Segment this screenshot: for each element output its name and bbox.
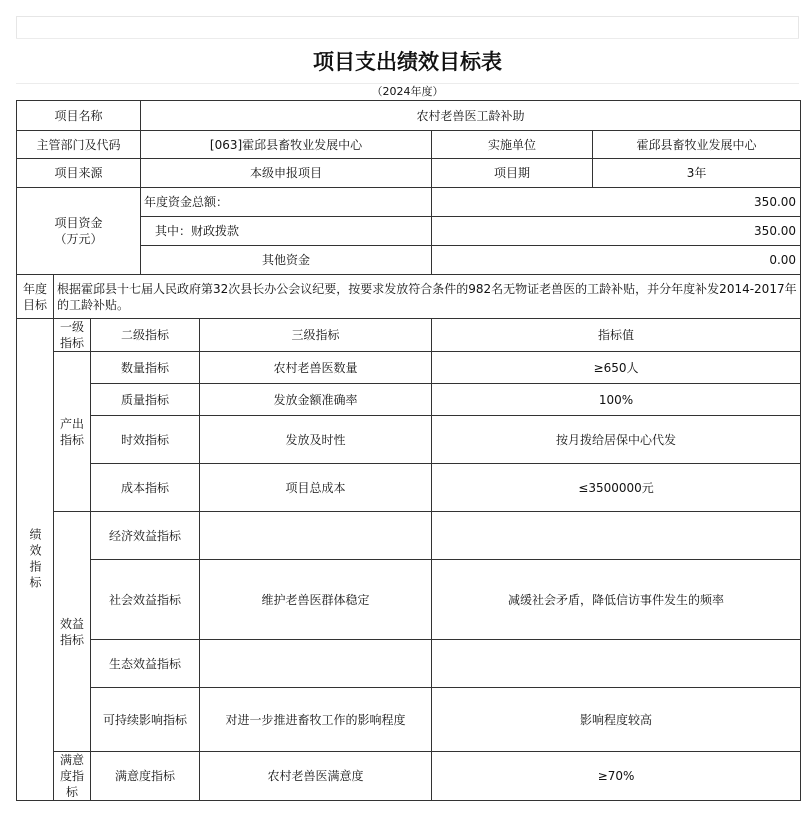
value-cell: ≥70%	[432, 752, 801, 801]
group-benefit: 效益指标	[54, 512, 91, 752]
source-value: 本级申报项目	[141, 159, 432, 188]
project-name: 农村老兽医工龄补助	[141, 101, 801, 131]
page-title: 项目支出绩效目标表	[16, 38, 799, 84]
unit-value: 霍邱县畜牧业发展中心	[593, 131, 801, 159]
value-cell: 按月拨给居保中心代发	[432, 416, 801, 464]
level3-cell: 维护老兽医群体稳定	[200, 560, 432, 640]
header-level2: 二级指标	[91, 319, 200, 352]
blank-header-row	[16, 16, 799, 39]
dept-label: 主管部门及代码	[17, 131, 141, 159]
value-cell: ≥650人	[432, 352, 801, 384]
value-cell: ≤3500000元	[432, 464, 801, 512]
level2-cell: 质量指标	[91, 384, 200, 416]
period-label: 项目期	[432, 159, 593, 188]
value-cell: 影响程度较高	[432, 688, 801, 752]
period-value: 3年	[593, 159, 801, 188]
project-name-label: 项目名称	[17, 101, 141, 131]
level2-cell: 成本指标	[91, 464, 200, 512]
level3-cell: 对进一步推进畜牧工作的影响程度	[200, 688, 432, 752]
level2-cell: 经济效益指标	[91, 512, 200, 560]
level2-cell: 数量指标	[91, 352, 200, 384]
level3-cell	[200, 640, 432, 688]
annual-goal-label: 年度目标	[17, 275, 54, 319]
level3-cell: 农村老兽医满意度	[200, 752, 432, 801]
level3-cell: 发放及时性	[200, 416, 432, 464]
group-satisfaction: 满意度指标	[54, 752, 91, 801]
funds-fiscal-label: 其中：财政拨款	[141, 217, 432, 246]
level3-cell: 农村老兽医数量	[200, 352, 432, 384]
unit-label: 实施单位	[432, 131, 593, 159]
funds-other-label: 其他资金	[141, 246, 432, 275]
level2-cell: 可持续影响指标	[91, 688, 200, 752]
indicators-label: 绩效指标	[17, 319, 54, 801]
funds-label: 项目资金 （万元）	[17, 188, 141, 275]
funds-total-label: 年度资金总额：	[141, 188, 432, 217]
level3-cell	[200, 512, 432, 560]
value-cell	[432, 512, 801, 560]
value-cell: 减缓社会矛盾，降低信访事件发生的频率	[432, 560, 801, 640]
value-cell	[432, 640, 801, 688]
level2-cell: 生态效益指标	[91, 640, 200, 688]
dept-value: [063]霍邱县畜牧业发展中心	[141, 131, 432, 159]
funds-other-value: 0.00	[432, 246, 801, 275]
group-output: 产出指标	[54, 352, 91, 512]
performance-target-table	[16, 100, 801, 801]
header-level3: 三级指标	[200, 319, 432, 352]
header-value: 指标值	[432, 319, 801, 352]
level2-cell: 时效指标	[91, 416, 200, 464]
level3-cell: 项目总成本	[200, 464, 432, 512]
funds-total-value: 350.00	[432, 188, 801, 217]
funds-fiscal-value: 350.00	[432, 217, 801, 246]
value-cell: 100%	[432, 384, 801, 416]
header-level1: 一级指标	[54, 319, 91, 352]
level2-cell: 满意度指标	[91, 752, 200, 801]
source-label: 项目来源	[17, 159, 141, 188]
level2-cell: 社会效益指标	[91, 560, 200, 640]
annual-goal: 根据霍邱县十七届人民政府第32次县长办公会议纪要，按要求发放符合条件的982名无物证老兽医的工龄补贴，并分年度补发2014-2017年的工龄补贴。	[54, 275, 801, 319]
level3-cell: 发放金额准确率	[200, 384, 432, 416]
fiscal-year: （2024年度）	[371, 85, 444, 98]
